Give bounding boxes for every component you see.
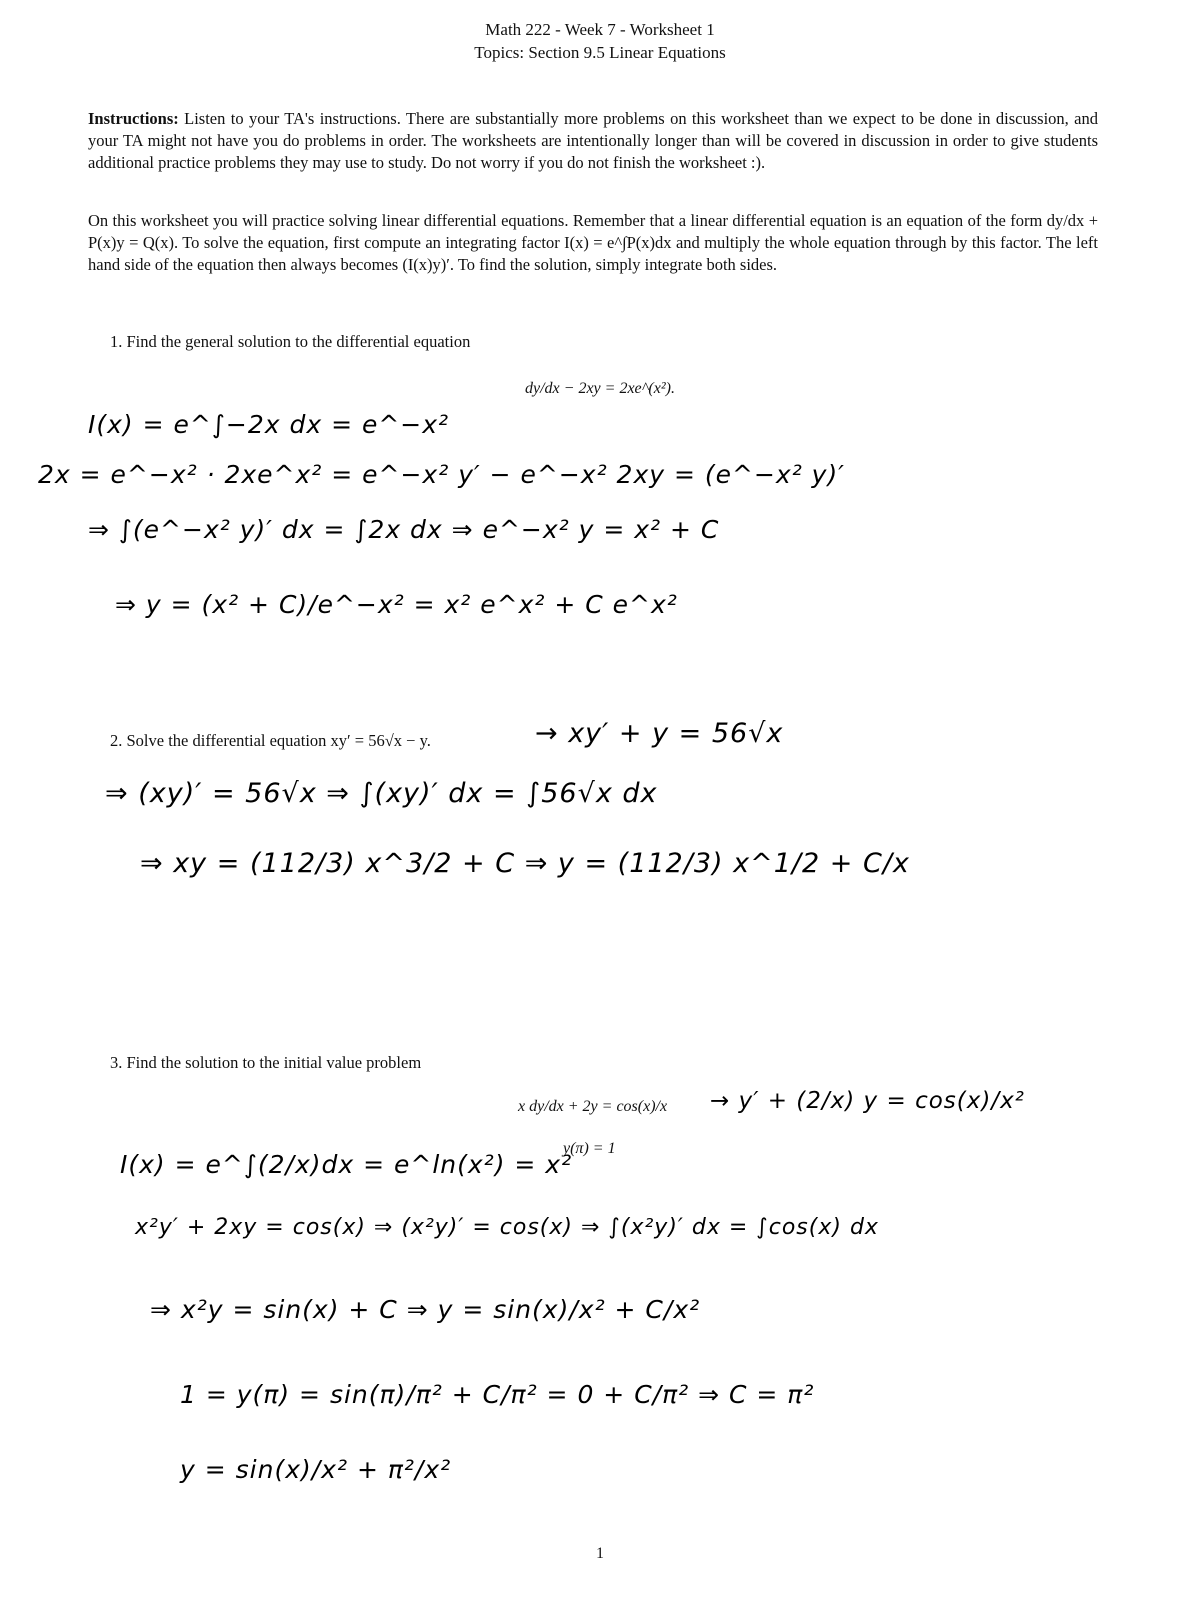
problem-3-prompt: 3. Find the solution to the initial value problem: [110, 1053, 422, 1072]
problem-3-work-line-6: y = sin(x)/x² + π²/x²: [180, 1455, 452, 1484]
problem-2-prompt: 2. Solve the differential equation xy′ = 56√x − y.: [110, 731, 431, 750]
problem-3-work-line-1: → y′ + (2/x) y = cos(x)/x²: [710, 1088, 1025, 1114]
problem-1-work-line-1: I(x) = e^∫−2x dx = e^−x²: [88, 410, 450, 439]
problem-3-work-line-2: I(x) = e^∫(2/x)dx = e^ln(x²) = x²: [120, 1150, 573, 1179]
problem-1-prompt: 1. Find the general solution to the differential equation: [110, 332, 471, 351]
problem-1-work-line-2: 2x = e^−x² · 2xe^x² = e^−x² y′ − e^−x² 2xy = (e^−x² y)′: [38, 460, 845, 489]
instructions-label: Instructions:: [88, 109, 179, 128]
worksheet-title: Math 222 - Week 7 - Worksheet 1: [485, 20, 715, 39]
problem-3-work-line-4: ⇒ x²y = sin(x) + C ⇒ y = sin(x)/x² + C/x²: [150, 1295, 701, 1324]
problem-3-work-line-5: 1 = y(π) = sin(π)/π² + C/π² = 0 + C/π² ⇒ C = π²: [180, 1380, 815, 1409]
intro-paragraph: On this worksheet you will practice solving linear differential equations. Remember that a linear differential equation is an equation of the form dy/dx + P(x)y = Q(x). To solve the equation, first compute an integrating factor I(x) = e^∫P(x)dx and multiply the whole equation through by this factor. The left hand side of the equation then always becomes (I(x)y)′. To find the solution, simply integrate both sides.: [88, 211, 1098, 274]
problem-3-equation: x dy/dx + 2y = cos(x)/x: [518, 1098, 668, 1115]
problem-2-work-line-2: ⇒ (xy)′ = 56√x ⇒ ∫(xy)′ dx = ∫56√x dx: [105, 778, 658, 809]
problem-2-work-line-1: → xy′ + y = 56√x: [535, 718, 784, 749]
worksheet-topics: Topics: Section 9.5 Linear Equations: [474, 43, 726, 62]
problem-1-work-line-4: ⇒ y = (x² + C)/e^−x² = x² e^x² + C e^x²: [115, 590, 678, 619]
problem-3-work-line-3: x²y′ + 2xy = cos(x) ⇒ (x²y)′ = cos(x) ⇒ ∫(x²y)′ dx = ∫cos(x) dx: [135, 1215, 879, 1240]
instructions-paragraph: [88, 108, 1098, 174]
problem-1-equation: dy/dx − 2xy = 2xe^(x²).: [525, 380, 675, 397]
page-number: 1: [596, 1545, 604, 1562]
problem-2-work-line-3: ⇒ xy = (112/3) x^3/2 + C ⇒ y = (112/3) x^1/2 + C/x: [140, 848, 910, 879]
instructions-text: Listen to your TA's instructions. There are substantially more problems on this worksheet than we expect to be done in discussion, and your TA might not have you do problems in order. The worksheets are intentionally longer than will be covered in discussion in order to give students additional practice problems they may use to study. Do not worry if you do not finish the worksheet :).: [88, 109, 1098, 172]
problem-3-initial-condition: y(π) = 1: [563, 1140, 616, 1157]
problem-1-work-line-3: ⇒ ∫(e^−x² y)′ dx = ∫2x dx ⇒ e^−x² y = x² + C: [88, 515, 720, 544]
